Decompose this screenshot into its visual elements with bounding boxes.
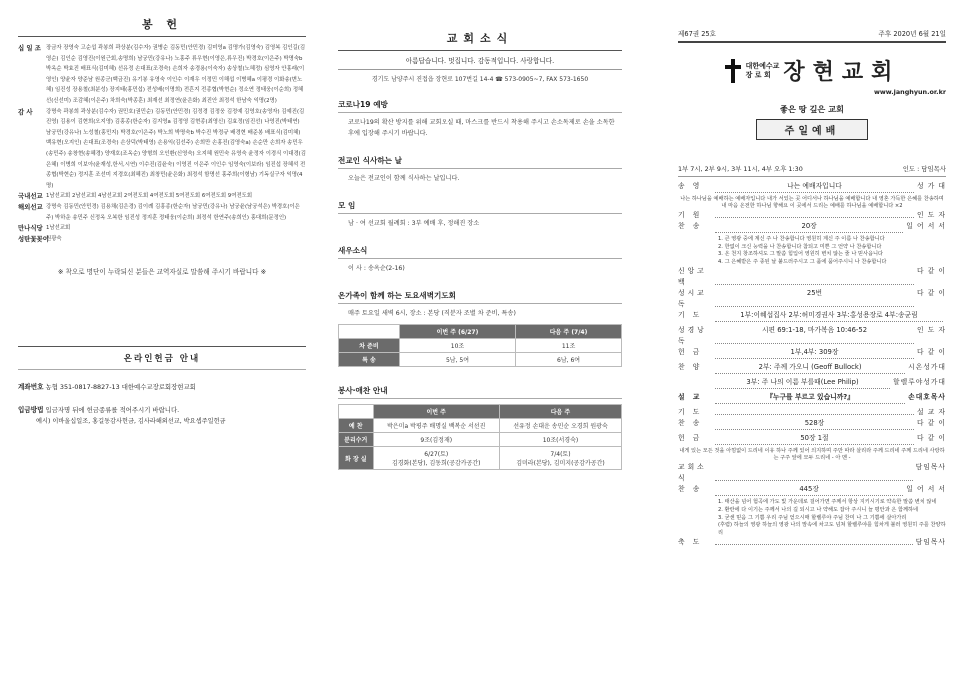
- offering-row: [18, 234, 306, 245]
- hymn-lyrics: 나는 하나님을 예배하는 예배자입니다 내가 서있는 곳 어디서나 하나님을 예배합니다 내 영혼 가득한 은혜를 찬송하며 내 마음 온전한 하나님 향해요 이 곳에서 드리는 예배를 하나님을 예배합니다 ×2: [680, 196, 944, 209]
- order-item: [678, 266, 946, 288]
- order-leader-dots: [715, 407, 914, 415]
- order-leader: 다 같 이: [916, 289, 946, 298]
- service-name: 주일예배: [756, 119, 868, 140]
- order-item: [678, 325, 946, 347]
- service-title: 봉사·애찬 안내: [338, 385, 622, 399]
- order-content: 시편 69:1-18, 마가복음 10:46-52: [761, 326, 868, 335]
- order-item: [678, 362, 946, 377]
- meal-text: 오늘은 전교인이 함께 식사하는 날입니다.: [348, 175, 460, 182]
- account-label: 계좌번호: [18, 383, 44, 392]
- table-cell: 10조(서경숙): [499, 433, 621, 447]
- order-leader: 설 교 자: [916, 408, 946, 417]
- offering-title: 봉 헌: [18, 14, 306, 37]
- bulletin-date: 주후 2020년 6월 21일: [878, 30, 946, 38]
- order-leader-dots: [715, 537, 913, 545]
- prayer-text: 매주 토요일 새벽 6시, 장소 : 본당 (직분자 조별 차 준비, 특송): [348, 310, 516, 317]
- order-leader-dots: [715, 392, 905, 404]
- offering-column: [0, 0, 316, 679]
- order-item: [678, 433, 946, 448]
- table-row: [339, 433, 622, 447]
- order-leader-dots: [715, 221, 903, 233]
- order-leader-dots: [715, 347, 914, 359]
- covid-text: 코로나19의 확산 방지를 위해 교회오실 때, 마스크를 반드시 착용해 주시고 손소독제로 손을 소독한 후에 입장해 주시기 바랍니다.: [348, 119, 615, 137]
- order-content: 445장: [799, 485, 819, 494]
- church-address: 경기도 남양주시 진접읍 장현로 107번길 14-4 ☎ 573-0905~7, FAX 573-1650: [371, 76, 589, 83]
- table-header-cell: 이번 주: [373, 405, 499, 419]
- order-label: 성시교독: [678, 289, 707, 309]
- service-leader: 인도 : 담임목사: [902, 165, 946, 173]
- order-label: 찬 송: [678, 222, 703, 230]
- order-leader: 다 같 이: [916, 434, 946, 443]
- order-leader: 일 어 서 서: [906, 485, 946, 494]
- hymn-verses: [678, 499, 946, 537]
- order-label: 찬 양: [678, 363, 703, 372]
- order-item: [678, 484, 946, 499]
- order-label: 찬 송: [678, 419, 703, 428]
- order-item: [678, 407, 946, 418]
- table-row: [339, 419, 622, 433]
- prayer-title: 온가족이 함께 하는 토요새벽기도회: [338, 290, 622, 304]
- order-leader: 다 같 이: [916, 267, 946, 276]
- table-cell: 박은미a 박평주 배명실 백복순 서선진: [373, 419, 499, 433]
- bulletin-header: [678, 28, 946, 43]
- order-content: 50장 1절: [800, 434, 829, 443]
- order-leader: 다 같 이: [916, 419, 946, 428]
- order-label: 헌 금: [678, 348, 703, 357]
- hymn-verse: 3. 온 천지 창조하셔도 그 말씀 힘입어 영원히 변치 않는 줄 나 믿사옵니다: [718, 251, 884, 258]
- offering-note: ※ 착오로 명단이 누락되신 분들은 교역자실로 말씀해 주시기 바랍니다 ※: [57, 268, 267, 277]
- hymn-verse: (후렴) 하늘의 영광 하늘의 영광 나의 맘속에 차고도 넘쳐 할렐루야를 힘차게 불러 영원히 주를 찬양하리: [718, 522, 946, 536]
- meal-title: 전교인 식사하는 날: [338, 155, 622, 169]
- order-leader-dots: [715, 181, 914, 193]
- hymn-verse: 2. 환란에 다 이기는 주께서 나의 길 되시고 나 약해도 잡아 주시니 늘 평안과 은 함께하네: [718, 506, 919, 513]
- offering-names: 1남선교회: [46, 225, 71, 232]
- offering-names: 1남선교회 2남선교회 4남선교회 2여전도회 4여전도회 5여전도회 6여전도회 9여전도회: [46, 193, 253, 200]
- order-leader: 시온성가대: [908, 363, 946, 372]
- order-label: 기 도: [678, 311, 703, 320]
- denomination-line-2: 장 로 회: [745, 70, 771, 79]
- order-of-worship: [678, 181, 946, 548]
- hymn-verses: [678, 236, 946, 266]
- order-leader: 손대호목사: [908, 393, 946, 402]
- offering-label: 만나식당: [18, 224, 43, 233]
- table-cell: 6/27(토) 김경화(본당), 김동희(공감카공간): [373, 447, 499, 470]
- table-cell: 11조: [516, 339, 622, 353]
- table-header-row: [339, 405, 622, 419]
- order-leader: 담임목사: [915, 463, 946, 472]
- table-row: [339, 447, 622, 470]
- offering-label: 감 사: [18, 107, 33, 116]
- order-label: 설 교: [678, 393, 703, 402]
- table-cell: 특 송: [339, 353, 400, 367]
- method-value: 입금자명 뒤에 헌금종류를 적어주시기 바랍니다.: [45, 406, 180, 415]
- order-leader: 성 가 대: [916, 182, 946, 190]
- hymn-verse: 1. 큰 영광 중에 계신 주 나 찬송합니다 영원히 계신 주 이름 나 찬송합니다: [718, 236, 885, 242]
- table-cell: 7/4(토) 김미라(본당), 김미지(공감카공간): [499, 447, 621, 470]
- denomination: [746, 62, 780, 80]
- offering-names: 원광숙: [46, 235, 62, 242]
- order-item: [678, 347, 946, 362]
- hymn-verse: 1. 태산을 넘어 험곡에 가도 빛 가운데로 걸어가면 주께서 항상 지키시기로 약속한 말씀 변치 않네: [718, 499, 937, 506]
- offering-names: 강명숙 곽봉희 곽상분(김수자) 권민호(권민순) 김동민(안민경) 김정경 김정웅 김정예 김영호(송영자) 김예진(김진영) 김용이 김현희(오지영) 김홍종(한순자) 김지영a 김정영 김현종(최영신) 김효정(임진선) 나영진(박태연) 남궁민(강유나) 노성철(홍민지) 박경호(이은주) 박노희 박명숙b 박수진 박정규 배경현 배준봉 배표식(김미혜) 백유현(오지인) 손대표(조경숙) 손상덕(박태영) 손용익(김선주) 손희만 손홍진(김영숙a) 손순만 손희자 송민우(송민주) 송창현(송혜경) 양재호(조옥순) 양형희 오인환(신영숙) 오지혜 원민숙 유영숙 윤정자 이경식 이대경(김은혜) 이병희 이보아(윤재성,한서,시연) 이수진(김윤숙) 이영진 이은주 이인수 임영숙(이보라) 임진섭 장혜석 전종협(박현순) 정지훈 조선미 지경호(최혜진) 최창민(윤은화) 최정석 함명선 홍주희(이형남) 기독실구자 익명(4명): [46, 108, 306, 189]
- table-header-cell: [339, 325, 400, 339]
- table-cell: 예 찬: [339, 419, 374, 433]
- order-content: 20장: [801, 222, 817, 230]
- order-leader-dots: [715, 325, 914, 344]
- hymn-verse: 3. 굳센 믿음 그 기쁨 우리 주님 얻으시매 할렐루야 주님 찬미 나 그 기쁨에 살아가리: [718, 514, 907, 521]
- table-cell: 6남, 6여: [516, 353, 622, 367]
- order-content: 나는 예배자입니다: [787, 182, 842, 190]
- order-item: [678, 392, 946, 407]
- bulletin-column: [676, 0, 960, 679]
- offering-label: 국내선교: [18, 192, 43, 201]
- service-times: 1부 7시, 2부 9시, 3부 11시, 4부 오후 1:30: [678, 165, 803, 173]
- order-content: 1부:이혜섭집사 2부:허미경권사 3부:홍성용장로 4부:송균림: [740, 311, 918, 320]
- order-leader: 인 도 자: [916, 211, 946, 219]
- offering-label: 성탄꽃꽂이: [18, 234, 49, 243]
- order-leader: 다 같 이: [916, 348, 946, 357]
- order-item: [678, 181, 946, 196]
- order-item: [678, 210, 946, 221]
- hymn-verse: 2. 한없이 크신 능력을 나 찬송합니다 참되고 미쁜 그 언약 나 찬송합니다: [718, 243, 882, 250]
- account-row: [18, 382, 306, 393]
- order-label: 축 도: [678, 538, 703, 547]
- order-leader-dots: [715, 377, 890, 389]
- hymn-lyrics: 내게 있는 모든 것을 아낌없이 드리네 이유 하나 주께 있어 의지하며 주만 따라 살리라 주께 드리네 주께 드리네 사랑하는 구주 앞에 모두 드리네 - 아 멘 -: [679, 448, 945, 462]
- order-content: 1부,4부: 309장: [790, 348, 839, 357]
- offering-row: [18, 43, 306, 107]
- order-content: 『누구를 부르고 있습니까?』: [766, 393, 855, 402]
- table-cell: 선유정 손대운 송민순 오경희 원광숙: [499, 419, 621, 433]
- order-leader-dots: [715, 418, 914, 430]
- newfamily-text: 이 사 : 송옥순(2-16): [348, 265, 405, 272]
- order-label: 기 원: [678, 211, 703, 219]
- table-header-cell: [339, 405, 374, 419]
- order-leader-dots: [715, 266, 914, 285]
- order-item: [678, 462, 946, 484]
- table-cell: 분리수거: [339, 433, 374, 447]
- order-content: 3부: 주 나의 이름 부를때(Lee Philip): [746, 378, 859, 387]
- church-slogan: 좋은 땅 깊은 교회: [780, 104, 844, 114]
- offering-names: 장금자 장영숙 고순섭 곽봉희 곽상분(김수자) 권병순 김동민(안민경) 김미영a 김명가(김영숙) 김영복 김인길(김영순) 김인순 김영진(이원근회,송명희) 남궁민(강유나) 노홍주 류우현(이영은,류우진) 박경호(이은주) 박명숙b 박옥순 박효진 배표식(김미혜) 선유정 손대표(조경숙) 손희자 송경용(이숙자) 송상철(노혜정) 심영자 안홍래(이영인) 양윤자 양준남 원종군(백금진) 유기봉 유영숙 이인수 이재우 이정민 이해섭 이병혜a 이평경 이화송(변노혜) 임진성 장용철(최분성) 장지태(홍민섭) 전성배(이명희) 전흔지 전종협(박현순) 정소연 정태웅(이순희) 정혜선(신선미) 조감혜(이은주) 차희숙(박종훈) 최재선 최정연(윤은화) 최진안 최정석 한남숙 익명(2명): [46, 45, 306, 104]
- order-label: 성경낭독: [678, 326, 707, 346]
- order-item: [678, 310, 946, 325]
- account-value: 농협 351-0817-8827-13 대한예수교장로회장현교회: [45, 383, 196, 392]
- denomination-line-1: 대한예수교: [745, 61, 780, 70]
- table-row: [339, 339, 622, 353]
- offering-list: [18, 43, 306, 244]
- church-name: 장현교회: [783, 59, 901, 85]
- order-item: [678, 377, 946, 392]
- table-cell: 10조: [399, 339, 515, 353]
- covid-title: 코로나19 예방: [338, 99, 622, 113]
- church-logo: [678, 55, 946, 86]
- order-leader: 인 도 자: [916, 326, 946, 335]
- table-cell: 화 장 실: [339, 447, 374, 470]
- method-example: 예시) 이바울십일조, 홍길동감사헌금, 김사라해외선교, 박요셉주일헌금: [36, 418, 226, 426]
- order-leader: 담임목사: [915, 538, 946, 547]
- meeting-text: 남 · 여 선교회 월례회 : 3부 예배 후, 정해진 장소: [348, 220, 480, 227]
- table-header-cell: 다음 주 (7/4): [516, 325, 622, 339]
- order-leader-dots: [715, 310, 943, 322]
- table-row: [339, 353, 622, 367]
- offering-row: [18, 202, 306, 223]
- offering-names: 강명숙 김동민(안민경) 김용채(김은경) 김이례 김흥종(한순자) 남궁민(강유나) 남궁윤(남궁석은) 박경호(이은주) 박하운 송민주 신정옥 오복한 임진성 정지훈 정태웅(이순희) 최정석 한연주(송희인) 홍대희(문정인): [46, 203, 300, 221]
- offering-label: 해외선교: [18, 202, 43, 211]
- cross-icon: [724, 59, 742, 83]
- order-item: [678, 288, 946, 310]
- table-cell: 차 준비: [339, 339, 400, 353]
- order-item: [678, 221, 946, 236]
- offering-label: 십 일 조: [18, 44, 41, 52]
- hymn-verse: 4. 그 은혜받은 주 종된 날 붙드러주시고 그 품에 품어주시니 나 찬송합니다: [718, 258, 887, 265]
- table-header-cell: 이번 주 (6/27): [399, 325, 515, 339]
- order-label: 헌 금: [678, 434, 703, 443]
- method-row: [18, 405, 306, 416]
- order-label: 송 영: [678, 182, 703, 190]
- meeting-title: 모 임: [338, 200, 622, 214]
- order-label: 기 도: [678, 408, 703, 417]
- order-label: 찬 송: [678, 485, 703, 494]
- news-column: [330, 0, 630, 679]
- online-title: 온라인헌금 안내: [18, 347, 306, 370]
- order-leader-dots: [715, 462, 913, 481]
- order-label: 교회소식: [678, 463, 707, 483]
- newfamily-title: 새우소식: [338, 245, 622, 259]
- church-url: www.janghyun.or.kr: [873, 88, 946, 96]
- order-content: 528장: [804, 419, 825, 428]
- service-times-row: [678, 164, 946, 177]
- offering-row: [18, 223, 306, 234]
- order-leader-dots: [715, 362, 905, 374]
- order-label: [678, 377, 712, 392]
- volume-number: 제67권 25호: [678, 30, 716, 38]
- order-leader-dots: [715, 484, 903, 496]
- method-label: 입금방법: [18, 406, 44, 415]
- news-greeting: 아름답습니다. 멋집니다. 감동적입니다. 사랑합니다.: [338, 51, 622, 70]
- prayer-table: [338, 324, 622, 367]
- order-item: [678, 537, 946, 548]
- table-cell: 5남, 5여: [399, 353, 515, 367]
- order-leader: 할렐루야성가대: [893, 378, 946, 387]
- offering-row: [18, 191, 306, 202]
- order-label: 신앙고백: [678, 267, 707, 287]
- online-offering-box: [18, 346, 306, 427]
- order-content: 2부: 주께 가오니 (Geoff Bullock): [758, 363, 862, 372]
- offering-row: [18, 107, 306, 192]
- order-item: [678, 418, 946, 433]
- news-title: 교회소식: [338, 30, 622, 51]
- table-cell: 9조(김정재): [373, 433, 499, 447]
- order-content: 25번: [806, 289, 823, 298]
- order-leader: 일 어 서 서: [906, 222, 946, 230]
- order-leader-dots: [715, 433, 914, 445]
- order-leader-dots: [715, 210, 914, 218]
- table-header-cell: 다음 주: [499, 405, 621, 419]
- service-table: [338, 404, 622, 470]
- order-leader-dots: [715, 288, 914, 307]
- table-header-row: [339, 325, 622, 339]
